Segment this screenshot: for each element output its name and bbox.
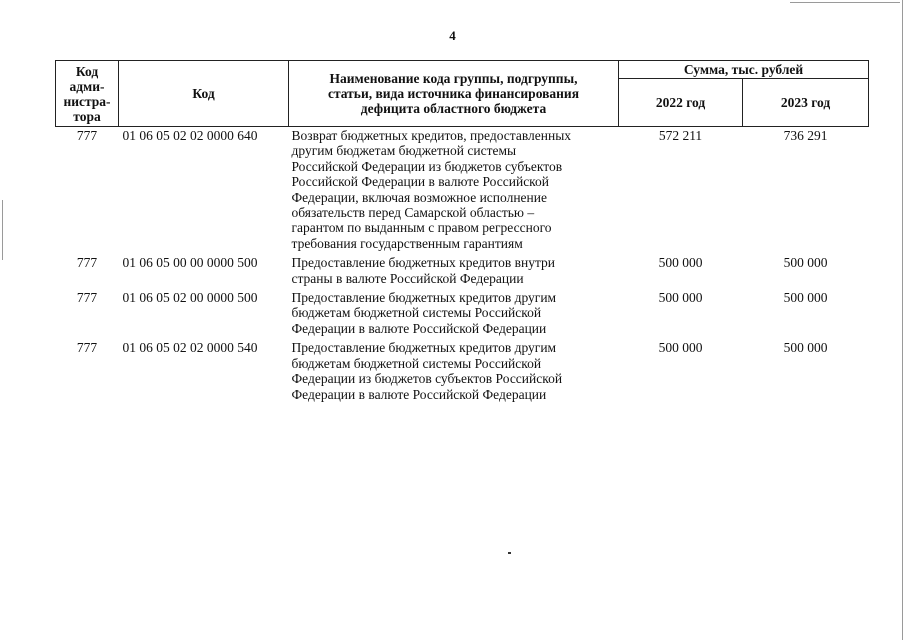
table-row: [56, 254, 869, 289]
cell-admin: 777: [76, 290, 98, 306]
cell-sum-2022: 500 000: [658, 255, 703, 271]
header-code: Код: [119, 61, 289, 127]
cell-code: 01 06 05 02 00 0000 500: [122, 290, 258, 306]
name-line: Предоставление бюджетных кредитов другим: [291, 290, 557, 306]
name-line: Российской Федерации из бюджетов субъектов: [291, 158, 563, 174]
name-line: гарантом по выданным с правом регрессного: [291, 220, 552, 236]
header-admin-code: [56, 61, 119, 127]
name-line: Федерации в валюте Российской Федерации: [291, 386, 547, 402]
cell-admin: 777: [76, 128, 98, 143]
cell-name: [289, 339, 619, 405]
cell-sum-2023: 736 291: [783, 128, 828, 143]
budget-sources-table: [55, 60, 869, 405]
cell-admin: 777: [76, 255, 98, 271]
page-number: 4: [449, 28, 456, 43]
cell-admin: 777: [76, 340, 98, 356]
cell-sum-2022: 572 211: [658, 128, 703, 143]
header-name: [289, 61, 619, 127]
table-row: [56, 289, 869, 339]
cell-code: 01 06 05 00 00 0000 500: [122, 255, 258, 271]
table-row: [56, 127, 869, 255]
name-line: Возврат бюджетных кредитов, предоставленных: [291, 128, 572, 143]
name-line: бюджетам бюджетной системы Российской: [291, 305, 542, 321]
cell-sum-2022: 500 000: [658, 340, 703, 356]
header-admin-line: нистра-: [63, 93, 111, 109]
header-name-line: дефицита областного бюджета: [360, 101, 547, 116]
cell-code: 01 06 05 02 02 0000 540: [122, 340, 258, 356]
name-line: Предоставление бюджетных кредитов внутри: [291, 255, 555, 271]
header-admin-line: тора: [73, 108, 101, 124]
header-year-2022: 2022 год: [619, 79, 743, 127]
scan-edge-line: [2, 200, 3, 260]
header-name-line: статьи, вида источника финансирования: [327, 86, 580, 101]
header-year-2023: 2023 год: [743, 79, 869, 127]
header-sum-group: Сумма, тыс. рублей: [619, 61, 869, 79]
name-line: другим бюджетам бюджетной системы: [291, 143, 517, 159]
name-line: Федерации из бюджетов субъектов Российской: [291, 371, 563, 387]
cell-sum-2023: 500 000: [783, 340, 828, 356]
name-line: Российской Федерации в валюте Российской: [291, 174, 550, 190]
table-row: [56, 339, 869, 405]
cell-name: [289, 289, 619, 339]
name-line: Федерации в валюте Российской Федерации: [291, 320, 547, 336]
header-name-line: Наименование кода группы, подгруппы,: [329, 71, 578, 86]
name-line: требования государственным гарантиям: [291, 235, 523, 251]
scan-edge-line: [902, 0, 903, 640]
cell-sum-2022: 500 000: [658, 290, 703, 306]
name-line: обязательств перед Самарской областью –: [291, 205, 535, 221]
cell-sum-2023: 500 000: [783, 290, 828, 306]
name-line: страны в валюте Российской Федерации: [291, 270, 524, 286]
cell-name: [289, 127, 619, 255]
name-line: Федерации, включая возможное исполнение: [291, 189, 547, 205]
cell-name: [289, 254, 619, 289]
header-admin-line: Код: [75, 63, 99, 79]
scan-dot: [508, 552, 511, 554]
scan-top-line: [790, 2, 900, 3]
cell-code: 01 06 05 02 02 0000 640: [122, 128, 258, 143]
name-line: Предоставление бюджетных кредитов другим: [291, 340, 557, 356]
table-header: [56, 61, 869, 127]
cell-sum-2023: 500 000: [783, 255, 828, 271]
name-line: бюджетам бюджетной системы Российской: [291, 355, 542, 371]
header-admin-line: адми-: [69, 78, 105, 94]
